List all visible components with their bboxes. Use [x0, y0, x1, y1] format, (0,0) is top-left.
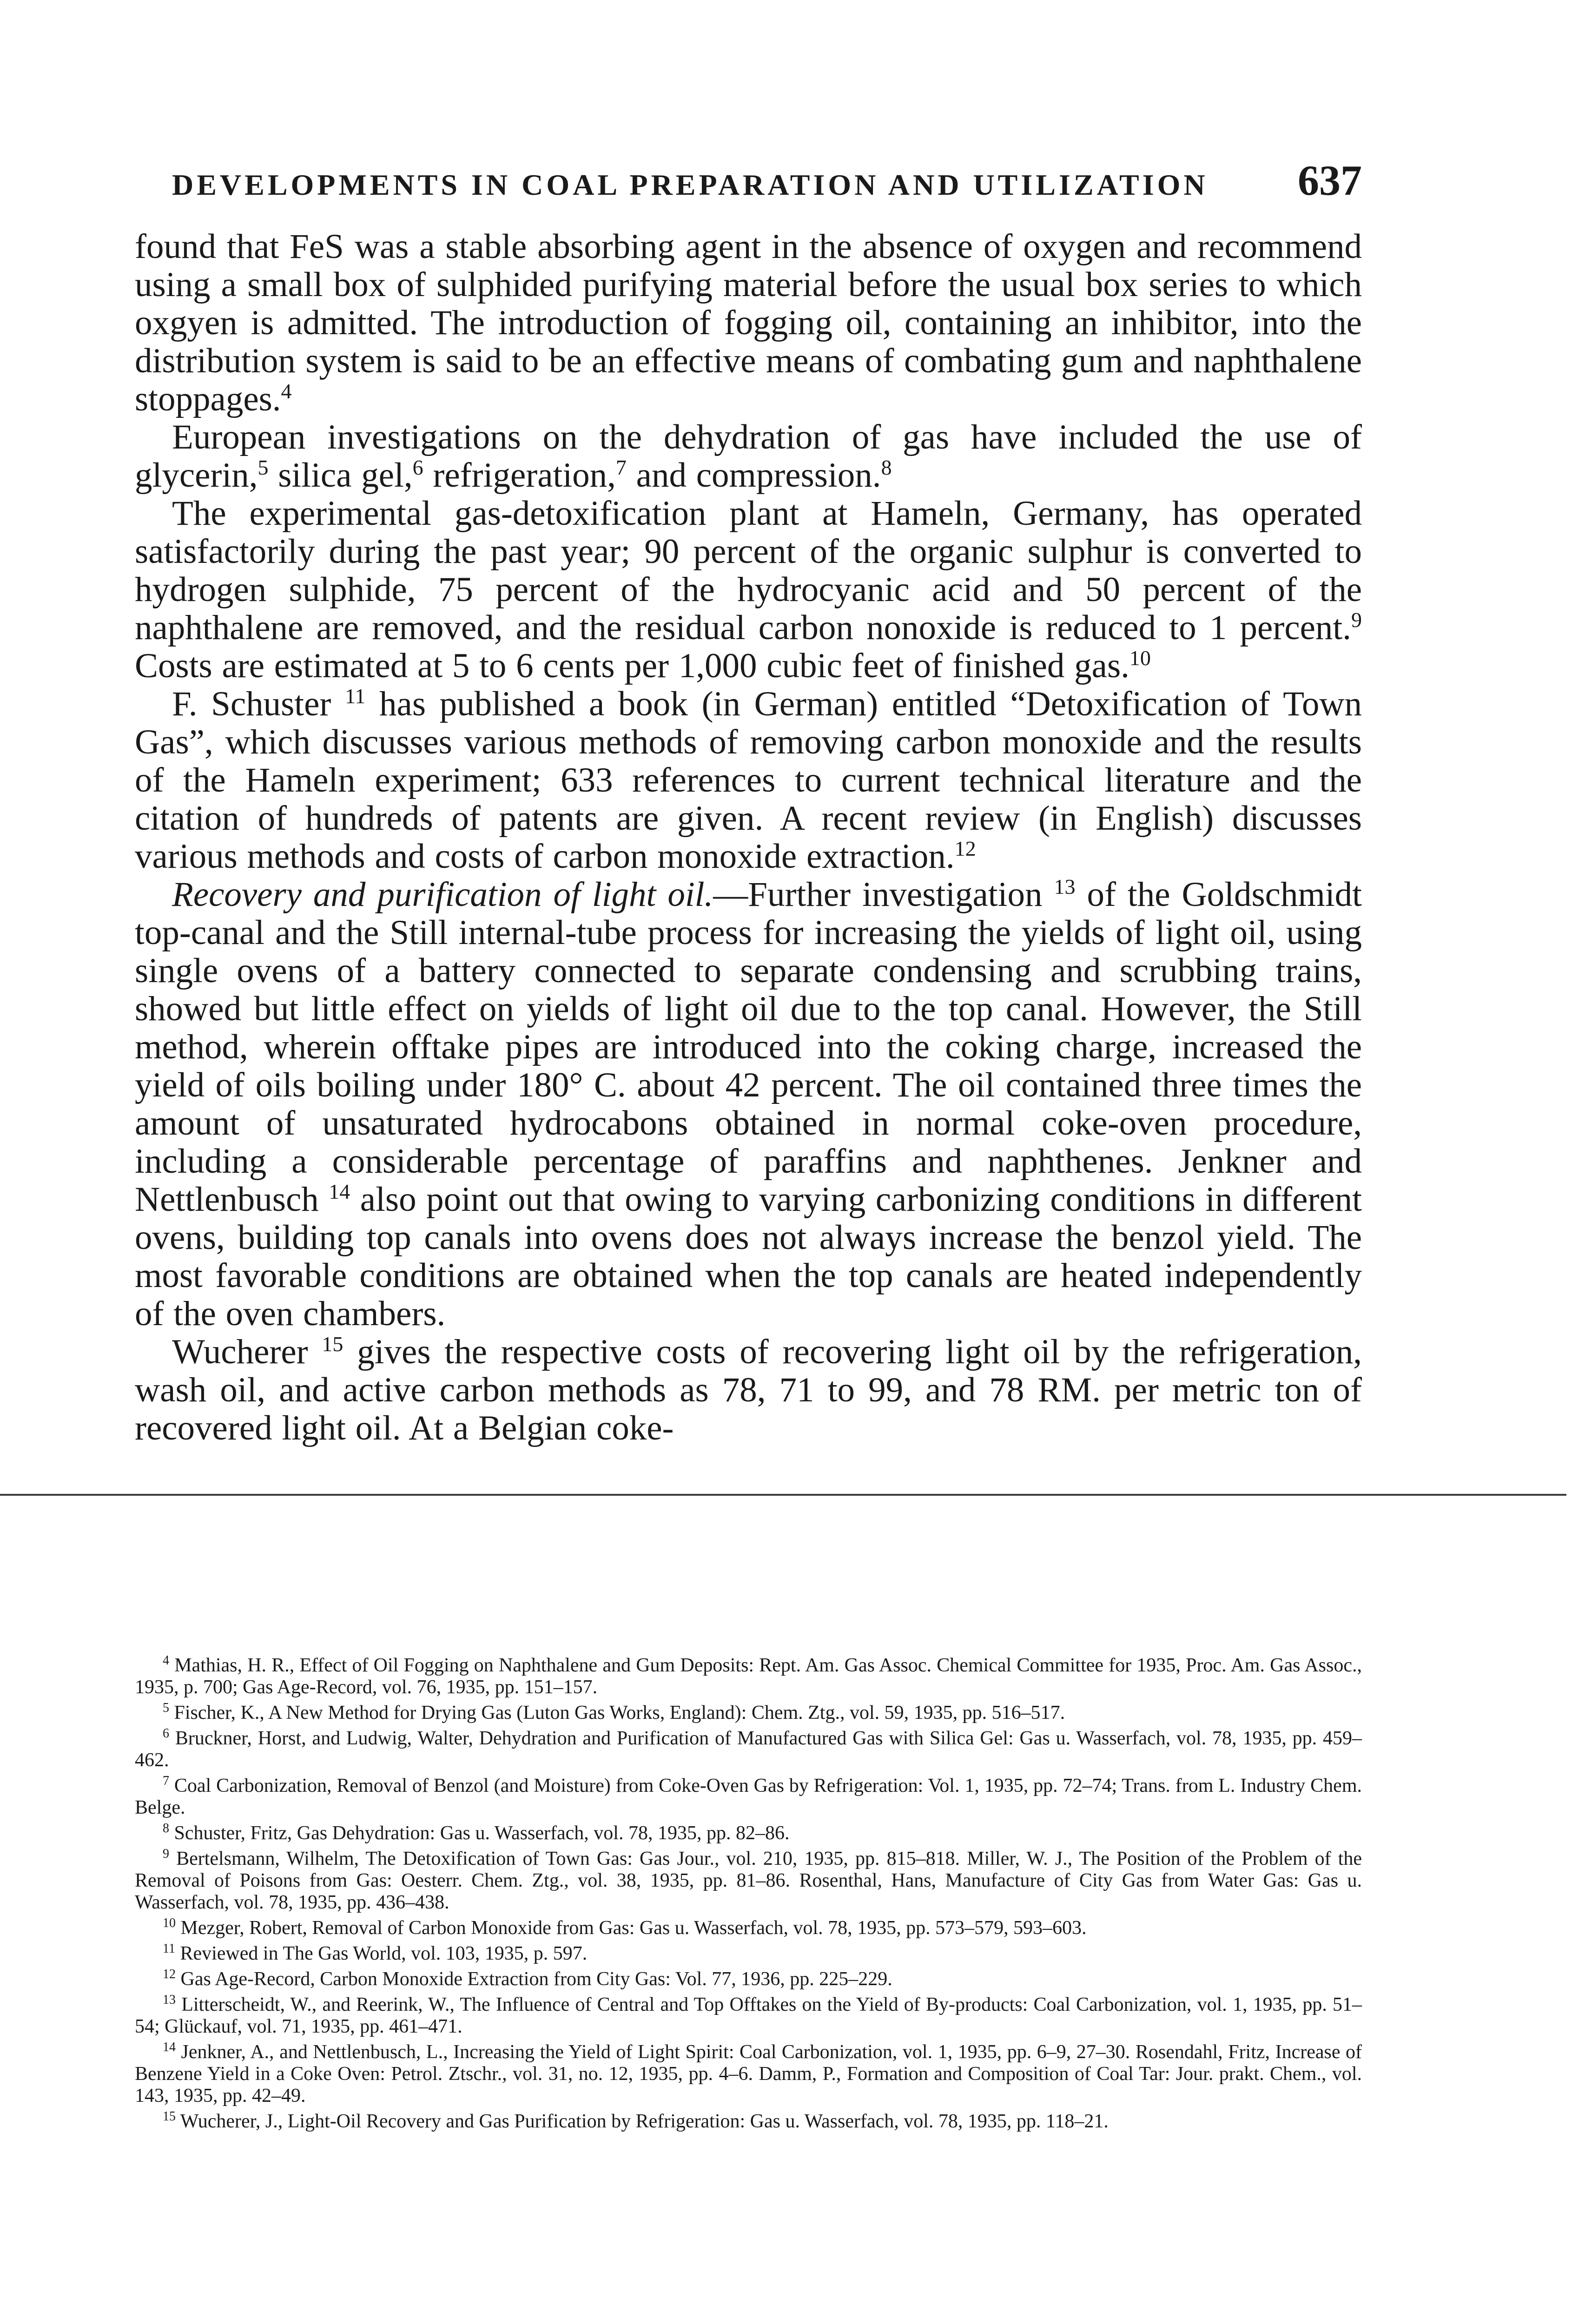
text-run: Costs are estimated at 5 to 6 cents per 1,000 cubic feet of finished gas. — [135, 647, 1129, 685]
text-run: gives the respective costs of recovering light oil by the refrigeration, wash oil, and active carbon methods as 78, 71 to 99, and 78 RM. per metric ton of recovered light oil. At a Belgian coke- — [135, 1333, 1362, 1447]
paragraph — [135, 685, 1362, 876]
footnote — [135, 1655, 1362, 1698]
footnote-ref: 13 — [1054, 875, 1076, 898]
text-run: F. Schuster — [172, 685, 345, 723]
footnote-number: 11 — [163, 1941, 175, 1956]
footnote — [135, 1702, 1362, 1724]
footnote-ref: 9 — [1351, 608, 1362, 632]
footnote-number: 4 — [163, 1653, 169, 1668]
paragraph — [135, 1333, 1362, 1447]
footnote-text: Wucherer, J., Light-Oil Recovery and Gas Purification by Refrigeration: Gas u. Wasserfach, vol. 78, 1935, pp. 118–21. — [180, 2111, 1109, 2132]
page-number: 637 — [1298, 157, 1362, 204]
footnote-number: 15 — [163, 2109, 176, 2124]
footnote — [135, 1848, 1362, 1914]
footnote-text: Schuster, Fritz, Gas Dehydration: Gas u. Wasserfach, vol. 78, 1935, pp. 82–86. — [174, 1822, 790, 1844]
body-text — [135, 228, 1362, 1447]
footnote-text: Fischer, K., A New Method for Drying Gas (Luton Gas Works, England): Chem. Ztg., vol. 59, 1935, pp. 516–517. — [174, 1702, 1065, 1723]
footnote-ref: 12 — [954, 837, 976, 860]
page-header — [172, 156, 1362, 207]
text-run: found that FeS was a stable absorbing agent in the absence of oxygen and recommend using a small box of sulphided purifying material before the usual box series to which oxgyen is admitted. The introduction of fogging oil, containing an inhibitor, into the distribution system is said to be an effective means of combating gum and naphthalene stoppages. — [135, 227, 1362, 418]
text-run: —Further investigation — [713, 875, 1054, 914]
footnotes — [135, 1655, 1362, 2136]
footnote — [135, 1968, 1362, 1990]
text-run: of the Goldschmidt top-canal and the Still internal-tube process for increasing the yields of light oil, using single ovens of a battery connected to separate condensing and scrubbing trains, showed but little effect on yields of light oil due to the top canal. However, the Still method, wherein offtake pipes are introduced into the coking charge, increased the yield of oils boiling under 180° C. about 42 percent. The oil contained three times the amount of unsaturated hydrocabons obtained in normal coke-oven procedure, including a considerable percentage of paraffins and naphthenes. Jenkner and Nettlenbusch — [135, 875, 1362, 1219]
footnote-number: 9 — [163, 1847, 169, 1861]
footnote-text: Reviewed in The Gas World, vol. 103, 1935, p. 597. — [180, 1943, 588, 1964]
footnote-ref: 4 — [281, 379, 292, 403]
footnote-number: 6 — [163, 1726, 169, 1741]
text-run: and compression. — [626, 456, 881, 495]
footnote-number: 13 — [163, 1993, 176, 2007]
footnote-number: 8 — [163, 1821, 169, 1835]
text-run: European investigations on the dehydration of gas have included the use of glycerin, — [135, 418, 1362, 495]
footnote-number: 10 — [163, 1916, 176, 1930]
text-run: silica gel, — [268, 456, 413, 495]
footnote-ref: 6 — [412, 456, 423, 479]
footnote — [135, 1728, 1362, 1771]
scan-artifact-line — [0, 1494, 1566, 1496]
footnote-text: Coal Carbonization, Removal of Benzol (and Moisture) from Coke-Oven Gas by Refrigeration: Vol. 1, 1935, pp. 72–74; Trans. from L. Industry Chem. Belge. — [135, 1775, 1362, 1818]
text-run: refrigeration, — [423, 456, 616, 495]
footnote-text: Bruckner, Horst, and Ludwig, Walter, Dehydration and Purification of Manufactured Gas with Silica Gel: Gas u. Wasserfach, vol. 78, 1935, pp. 459–462. — [135, 1728, 1362, 1771]
footnote — [135, 2111, 1362, 2133]
footnote-ref: 5 — [258, 456, 269, 479]
footnote — [135, 1994, 1362, 2038]
paragraph — [135, 418, 1362, 495]
footnote — [135, 1822, 1362, 1844]
footnote-ref: 10 — [1129, 646, 1151, 670]
footnote-text: Bertelsmann, Wilhelm, The Detoxification of Town Gas: Gas Jour., vol. 210, 1935, pp. 815–818. Miller, W. J., The Position of the Problem of the Removal of Poisons from Gas: Oesterr. Chem. Ztg., vol. 38, 1935, pp. 81–86. Rosenthal, Hans, Manufacture of City Gas from Water Gas: Gas u. Wasserfach, vol. 78, 1935, pp. 436–438. — [135, 1848, 1362, 1913]
footnote — [135, 1943, 1362, 1965]
footnote-text: Litterscheidt, W., and Reerink, W., The Influence of Central and Top Offtakes on the Yield of By-products: Coal Carbonization, vol. 1, 1935, pp. 51–54; Glückauf, vol. 71, 1935, pp. 461–471. — [135, 1994, 1362, 2037]
footnote-ref: 7 — [615, 456, 627, 479]
paragraph — [135, 495, 1362, 685]
text-run: has published a book (in German) entitled “Detoxification of Town Gas”, which discusses various methods of removing carbon monoxide and the results of the Hameln experiment; 633 references to current technical literature and the citation of hundreds of patents are given. A recent review (in English) discusses various methods and costs of carbon monoxide extraction. — [135, 685, 1362, 876]
text-run: also point out that owing to varying carbonizing conditions in different ovens, building top canals into ovens does not always increase the benzol yield. The most favorable conditions are obtained when the top canals are heated independently of the oven chambers. — [135, 1180, 1362, 1333]
footnote-ref: 11 — [345, 684, 366, 708]
running-head: DEVELOPMENTS IN COAL PREPARATION AND UTILIZATION — [172, 168, 1209, 201]
footnote-number: 5 — [163, 1701, 169, 1715]
footnote-text: Jenkner, A., and Nettlenbusch, L., Increasing the Yield of Light Spirit: Coal Carbonization, vol. 1, 1935, pp. 6–9, 27–30. Rosendahl, Fritz, Increase of Benzene Yield in a Coke Oven: Petrol. Ztschr., vol. 31, no. 12, 1935, pp. 4–6. Damm, P., Formation and Composition of Coal Tar: Jour. prakt. Chem., vol. 143, 1935, pp. 42–49. — [135, 2041, 1362, 2106]
footnote — [135, 1917, 1362, 1939]
footnote-text: Mathias, H. R., Effect of Oil Fogging on Naphthalene and Gum Deposits: Rept. Am. Gas Assoc. Chemical Committee for 1935, Proc. Am. Gas Assoc., 1935, p. 700; Gas Age-Record, vol. 76, 1935, pp. 151–157. — [135, 1655, 1362, 1698]
paragraph — [135, 876, 1362, 1333]
footnote-number: 14 — [163, 2040, 176, 2054]
footnote-number: 12 — [163, 1967, 176, 1981]
section-heading: Recovery and purification of light oil. — [172, 875, 713, 914]
footnote — [135, 2041, 1362, 2107]
footnote-ref: 15 — [322, 1332, 343, 1356]
text-run: Wucherer — [172, 1333, 322, 1371]
footnote — [135, 1775, 1362, 1819]
footnote-number: 7 — [163, 1774, 169, 1788]
footnote-ref: 8 — [881, 456, 892, 479]
footnote-text: Gas Age-Record, Carbon Monoxide Extraction from City Gas: Vol. 77, 1936, pp. 225–229. — [180, 1968, 892, 1990]
text-run: The experimental gas-detoxification plant at Hameln, Germany, has operated satisfactorily during the past year; 90 percent of the organic sulphur is converted to hydrogen sulphide, 75 percent of the hydrocyanic acid and 50 percent of the naphthalene are removed, and the residual carbon nonoxide is reduced to 1 percent. — [135, 494, 1362, 647]
footnote-ref: 14 — [329, 1180, 350, 1203]
footnote-text: Mezger, Robert, Removal of Carbon Monoxide from Gas: Gas u. Wasserfach, vol. 78, 1935, pp. 573–579, 593–603. — [180, 1917, 1087, 1939]
paragraph — [135, 228, 1362, 418]
